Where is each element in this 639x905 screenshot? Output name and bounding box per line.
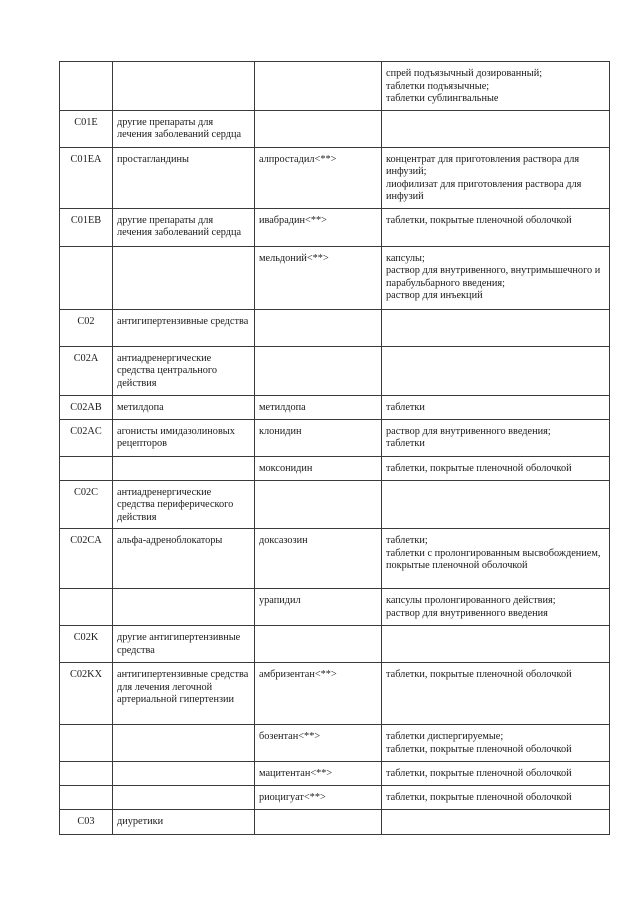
atc-code-cell [60,786,113,810]
dosage-form: таблетки [386,401,425,413]
substance-cell: урапидил [255,589,382,626]
table-row [60,246,610,309]
dosage-form: таблетки подъязычные; [386,80,490,92]
dosage-form: лиофилизат для приготовления раствора для инфузий [386,178,584,202]
group-cell [113,762,255,786]
dosage-form: раствор для внутривенного, внутримышечного и парабульбарного введения; [386,265,603,289]
table-row [60,663,610,725]
dosage-forms-cell [382,147,610,208]
group-cell: простагландины [113,147,255,208]
dosage-form: раствор для внутривенного введения; [386,425,551,437]
dosage-forms-cell [382,62,610,111]
substance-cell [255,309,382,346]
dosage-form: раствор для инъекций [386,290,483,301]
substance-cell: моксонидин [255,456,382,480]
dosage-form: концентрат для приготовления раствора для инфузий; [386,153,582,177]
substance-cell: мельдоний<**> [255,246,382,309]
substance-cell: ивабрадин<**> [255,208,382,246]
atc-code-cell [60,246,113,309]
atc-code-cell: C01E [60,110,113,147]
dosage-form: таблетки, покрытые пленочной оболочкой [386,462,572,474]
substance-cell: алпростадил<**> [255,147,382,208]
dosage-form: спрей подъязычный дозированный; [386,68,543,79]
table-row [60,529,610,589]
dosage-forms-cell [382,419,610,456]
drug-classification-table [59,61,610,835]
dosage-form: таблетки сублингвальные [386,93,499,104]
group-cell: альфа-адреноблокаторы [113,529,255,589]
group-cell [113,725,255,762]
atc-code-cell [60,456,113,480]
table-row [60,786,610,810]
dosage-forms-cell [382,246,610,309]
dosage-forms-cell [382,762,610,786]
group-cell [113,786,255,810]
dosage-forms-cell [382,110,610,147]
dosage-forms-cell [382,208,610,246]
table-row [60,589,610,626]
group-cell: другие антигипертензивные средства [113,626,255,663]
group-cell: антигипертензивные средства [113,309,255,346]
table-row [60,110,610,147]
table-row [60,725,610,762]
atc-code-cell: C01EB [60,208,113,246]
group-cell: агонисты имидазолиновых рецепторов [113,419,255,456]
substance-cell [255,626,382,663]
table-row [60,309,610,346]
substance-cell [255,346,382,395]
table-row [60,147,610,208]
group-cell: диуретики [113,810,255,835]
atc-code-cell [60,725,113,762]
substance-cell [255,62,382,111]
substance-cell: риоцигуат<**> [255,786,382,810]
dosage-form: таблетки, покрытые пленочной оболочкой [386,768,572,779]
substance-cell: клонидин [255,419,382,456]
table-row [60,62,610,111]
group-cell: антигипертензивные средства для лечения легочной артериальной гипертензии [113,663,255,725]
atc-code-cell: C02AC [60,419,113,456]
group-cell [113,456,255,480]
dosage-forms-cell [382,529,610,589]
table-row [60,480,610,529]
dosage-forms-cell [382,626,610,663]
group-cell: антиадренергические средства периферического действия [113,480,255,529]
table-row [60,456,610,480]
atc-code-cell: C02CA [60,529,113,589]
dosage-forms-cell [382,810,610,835]
dosage-forms-cell [382,480,610,529]
dosage-form: раствор для внутривенного введения [386,607,548,619]
dosage-forms-cell [382,589,610,626]
substance-cell: амбризентан<**> [255,663,382,725]
group-cell [113,62,255,111]
dosage-forms-cell [382,663,610,725]
substance-cell [255,110,382,147]
table-row [60,419,610,456]
dosage-form: капсулы пролонгированного действия; [386,595,556,606]
atc-code-cell [60,62,113,111]
atc-code-cell: C02K [60,626,113,663]
substance-cell: бозентан<**> [255,725,382,762]
atc-code-cell [60,589,113,626]
dosage-form: таблетки диспергируемые; [386,731,504,742]
substance-cell: доксазозин [255,529,382,589]
group-cell: антиадренергические средства центрального действия [113,346,255,395]
group-cell [113,246,255,309]
atc-code-cell: C01EA [60,147,113,208]
atc-code-cell: C02KX [60,663,113,725]
atc-code-cell [60,762,113,786]
substance-cell [255,810,382,835]
dosage-form: таблетки, покрытые пленочной оболочкой [386,792,572,803]
table-row [60,626,610,663]
dosage-form: капсулы; [386,252,425,264]
dosage-forms-cell [382,725,610,762]
group-cell: метилдопа [113,395,255,419]
dosage-forms-cell [382,786,610,810]
atc-code-cell: C02AB [60,395,113,419]
table-row [60,395,610,419]
dosage-forms-cell [382,456,610,480]
group-cell [113,589,255,626]
dosage-forms-cell [382,346,610,395]
dosage-form: таблетки; [386,535,428,546]
substance-cell: метилдопа [255,395,382,419]
dosage-form: таблетки, покрытые пленочной оболочкой [386,743,572,755]
group-cell: другие препараты для лечения заболеваний сердца [113,208,255,246]
group-cell: другие препараты для лечения заболеваний сердца [113,110,255,147]
dosage-form: таблетки [386,438,425,449]
dosage-form: таблетки с пролонгированным высвобождением, покрытые пленочной оболочкой [386,547,604,571]
dosage-forms-cell [382,395,610,419]
dosage-form: таблетки, покрытые пленочной оболочкой [386,669,572,680]
dosage-forms-cell [382,309,610,346]
atc-code-cell: C02A [60,346,113,395]
substance-cell [255,480,382,529]
table-row [60,762,610,786]
atc-code-cell: C02 [60,309,113,346]
table-body [60,62,610,835]
dosage-form: таблетки, покрытые пленочной оболочкой [386,214,572,226]
table-row [60,208,610,246]
atc-code-cell: C03 [60,810,113,835]
atc-code-cell: C02C [60,480,113,529]
substance-cell: мацитентан<**> [255,762,382,786]
table-row [60,346,610,395]
table-row [60,810,610,835]
